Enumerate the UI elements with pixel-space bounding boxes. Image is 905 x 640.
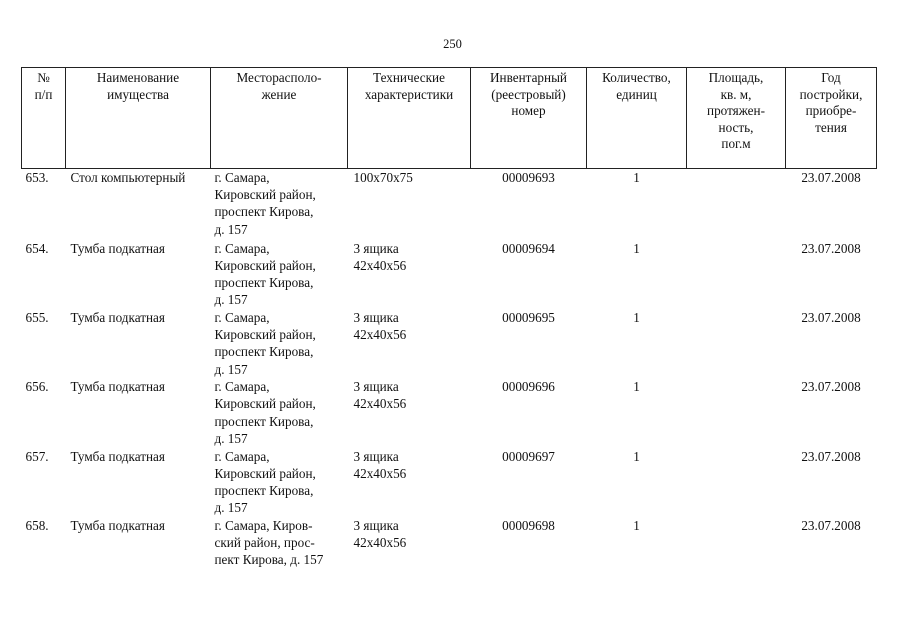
item-location — [211, 309, 348, 378]
item-quantity: 1 — [633, 170, 640, 185]
header-line: имущества — [107, 86, 169, 102]
item-location — [211, 448, 348, 517]
header-line: протяжен- — [707, 103, 765, 119]
item-area — [687, 309, 786, 378]
item-year: 23.07.2008 — [801, 448, 861, 464]
row-number: 657. — [25, 448, 49, 464]
header-line: кв. м, — [720, 86, 752, 102]
item-year: 23.07.2008 — [801, 518, 861, 534]
header-line: жение — [261, 86, 297, 102]
item-area — [687, 448, 786, 517]
location-line: Кировский район, — [214, 465, 316, 481]
item-year: 23.07.2008 — [801, 379, 861, 395]
item-year: 23.07.2008 — [801, 309, 861, 325]
row-number: 653. — [25, 170, 49, 185]
item-area — [687, 378, 786, 447]
location-line: г. Самара, Киров- — [214, 518, 313, 534]
row-number: 656. — [25, 379, 49, 395]
tech-line: 42х40х56 — [353, 327, 407, 343]
header-line: Месторасполо- — [236, 70, 322, 85]
item-tech — [348, 309, 471, 378]
header-line: характеристики — [364, 86, 454, 102]
location-line: пект Кирова, д. 157 — [214, 552, 324, 568]
item-location — [211, 517, 348, 586]
header-line: п/п — [34, 86, 53, 102]
header-name — [66, 68, 211, 169]
header-row — [22, 68, 877, 169]
location-line: г. Самара, — [214, 448, 270, 464]
location-line: д. 157 — [214, 221, 248, 237]
header-line: ность, — [718, 119, 754, 135]
header-line: пог.м — [721, 136, 751, 152]
item-quantity: 1 — [633, 309, 640, 325]
row-number: 655. — [25, 309, 49, 325]
tech-line: 3 ящика — [353, 448, 399, 464]
location-line: г. Самара, — [214, 170, 270, 185]
item-inventory-number: 00009698 — [502, 518, 555, 534]
tech-line: 42х40х56 — [353, 465, 407, 481]
item-name: Стол компьютерный — [70, 170, 186, 185]
item-tech — [348, 240, 471, 309]
item-tech — [348, 448, 471, 517]
item-quantity: 1 — [633, 448, 640, 464]
header-line: тения — [815, 119, 847, 135]
location-line: проспект Кирова, — [214, 344, 314, 360]
location-line: проспект Кирова, — [214, 413, 314, 429]
item-quantity: 1 — [633, 240, 640, 256]
item-location — [211, 169, 348, 240]
header-tech — [348, 68, 471, 169]
item-tech — [348, 169, 471, 240]
tech-line: 3 ящика — [353, 518, 399, 534]
header-line: (реестровый) — [491, 86, 566, 102]
item-tech — [348, 378, 471, 447]
item-area — [687, 517, 786, 586]
item-year: 23.07.2008 — [801, 240, 861, 256]
location-line: проспект Кирова, — [214, 274, 314, 290]
tech-line: 42х40х56 — [353, 257, 407, 273]
item-inventory-number: 00009694 — [502, 240, 555, 256]
location-line: проспект Кирова, — [214, 204, 314, 220]
location-line: Кировский район, — [214, 257, 316, 273]
tech-line: 3 ящика — [353, 379, 399, 395]
item-name: Тумба подкатная — [70, 240, 165, 256]
item-name: Тумба подкатная — [70, 518, 165, 534]
row-number: 654. — [25, 240, 49, 256]
inventory-table — [21, 67, 877, 586]
item-tech — [348, 517, 471, 586]
item-inventory-number: 00009695 — [502, 309, 555, 325]
location-line: проспект Кирова, — [214, 483, 314, 499]
table-row — [22, 240, 877, 309]
item-location — [211, 240, 348, 309]
item-quantity: 1 — [633, 379, 640, 395]
location-line: г. Самара, — [214, 309, 270, 325]
item-inventory-number: 00009697 — [502, 448, 555, 464]
item-name: Тумба подкатная — [70, 448, 165, 464]
location-line: д. 157 — [214, 292, 248, 308]
header-line: Технические — [373, 70, 445, 85]
item-area — [687, 169, 786, 240]
header-line: постройки, — [799, 86, 863, 102]
header-year — [786, 68, 877, 169]
location-line: Кировский район, — [214, 396, 316, 412]
table-row — [22, 378, 877, 447]
tech-line: 3 ящика — [353, 309, 399, 325]
header-area — [687, 68, 786, 169]
header-number — [22, 68, 66, 169]
item-location — [211, 378, 348, 447]
table-row — [22, 448, 877, 517]
table-row — [22, 309, 877, 378]
header-location — [211, 68, 348, 169]
header-line: приобре- — [805, 103, 857, 119]
tech-line: 42х40х56 — [353, 535, 407, 551]
header-line: единиц — [616, 86, 657, 102]
item-year: 23.07.2008 — [801, 170, 861, 185]
location-line: Кировский район, — [214, 327, 316, 343]
item-name: Тумба подкатная — [70, 379, 165, 395]
location-line: Кировский район, — [214, 187, 316, 203]
location-line: д. 157 — [214, 500, 248, 516]
location-line: г. Самара, — [214, 379, 270, 395]
header-line: Инвентарный — [490, 70, 567, 85]
location-line: д. 157 — [214, 361, 248, 377]
row-number: 658. — [25, 518, 49, 534]
page-number: 250 — [443, 37, 462, 51]
item-inventory-number: 00009693 — [502, 170, 555, 185]
item-inventory-number: 00009696 — [502, 379, 555, 395]
item-name: Тумба подкатная — [70, 309, 165, 325]
item-quantity: 1 — [633, 518, 640, 534]
tech-line: 42х40х56 — [353, 396, 407, 412]
table-row — [22, 169, 877, 240]
table-row — [22, 517, 877, 586]
header-inventory — [471, 68, 587, 169]
item-area — [687, 240, 786, 309]
header-line: № — [37, 70, 50, 85]
tech-line: 3 ящика — [353, 240, 399, 256]
header-line: номер — [511, 103, 546, 119]
header-line: Наименование — [96, 70, 180, 85]
tech-line: 100х70х75 — [353, 170, 413, 185]
location-line: д. 157 — [214, 430, 248, 446]
location-line: г. Самара, — [214, 240, 270, 256]
header-line: Количество, — [602, 70, 671, 85]
header-line: Год — [821, 70, 841, 85]
header-quantity — [587, 68, 687, 169]
location-line: ский район, прос- — [214, 535, 315, 551]
header-line: Площадь, — [708, 70, 764, 85]
